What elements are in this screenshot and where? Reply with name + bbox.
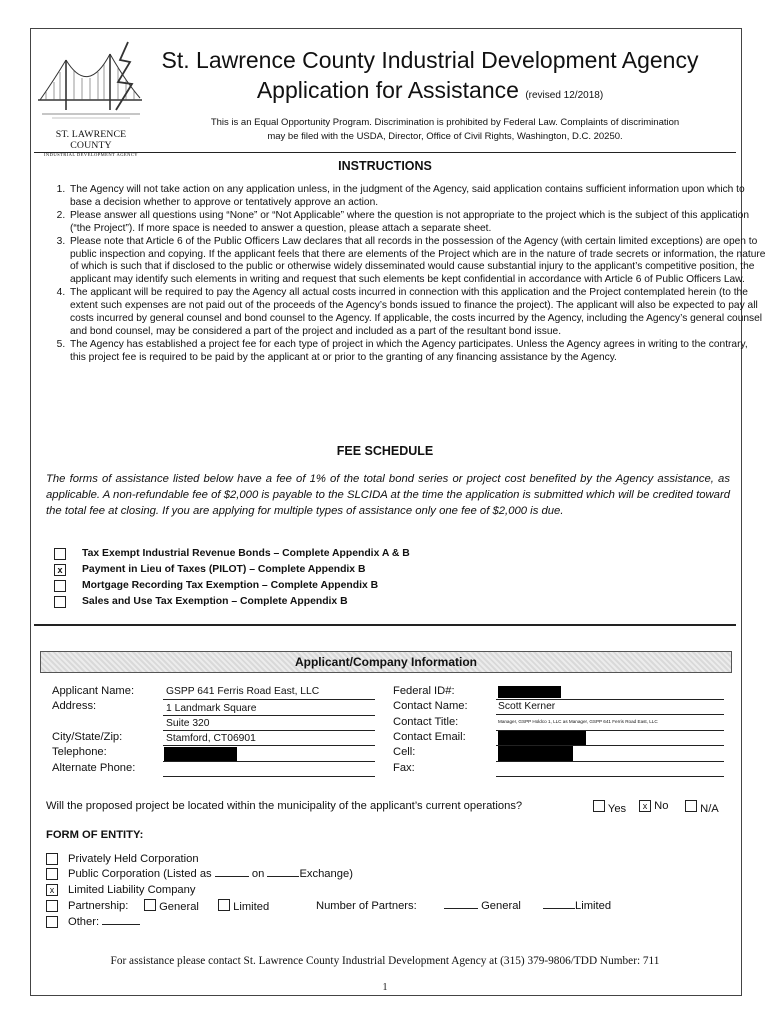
contact-email-redaction <box>498 731 586 746</box>
address-label: Address: <box>52 700 97 712</box>
location-yes-checkbox[interactable] <box>593 800 605 812</box>
city-state-zip-line <box>163 745 375 746</box>
alternate-phone-line <box>163 776 375 777</box>
location-na-label: N/A <box>700 803 719 815</box>
fee-option-label: Tax Exempt Industrial Revenue Bonds – Complete Appendix A & B <box>82 548 410 559</box>
limited-partners-label: Limited <box>575 900 612 912</box>
entity-llc-label: Limited Liability Company <box>68 884 196 896</box>
applicant-section-heading: Applicant/Company Information <box>40 651 732 673</box>
fee-schedule-heading: FEE SCHEDULE <box>336 444 434 458</box>
instruction-item: 5. The Agency has established a project fee for each type of project in which the Agency participates. Unless the Agency agrees in writing to the contrary, this project fee is required to be paid by the applicant at or prior to the granting of any financing assistance by the Agency. <box>68 339 766 365</box>
entity-privately-held-label: Privately Held Corporation <box>68 853 199 865</box>
address-line2-value[interactable]: Suite 320 <box>166 718 210 729</box>
instructions-list <box>30 184 766 365</box>
number-of-partners-label: Number of Partners: <box>316 900 417 912</box>
applicant-name-line <box>163 699 375 700</box>
city-state-zip-value[interactable]: Stamford, CT06901 <box>166 733 256 744</box>
contact-title-value[interactable]: Manager, GSPP Holdco 1, LLC as Manager, GSPP 641 Ferris Road East, LLC <box>498 719 658 724</box>
entity-privately-held-checkbox[interactable] <box>46 853 58 865</box>
location-yes-label: Yes <box>607 803 627 815</box>
fee-option-checkbox[interactable] <box>54 596 66 608</box>
revision-note: (revised 12/2018) <box>525 90 604 101</box>
limited-partners-blank[interactable] <box>543 898 575 909</box>
listed-as-blank[interactable] <box>215 866 249 877</box>
page-subtitle <box>130 76 730 110</box>
general-partners-label: General <box>481 900 521 912</box>
entity-other-label: Other: <box>68 916 100 928</box>
contact-name-value[interactable]: Scott Kerner <box>498 701 556 712</box>
location-na-checkbox[interactable] <box>685 800 697 812</box>
fee-option-checkbox[interactable] <box>54 548 66 560</box>
contact-email-label: Contact Email: <box>393 731 466 743</box>
location-question: Will the proposed project be located within the municipality of the applicant’s current operations? <box>46 800 523 812</box>
fee-option-checkbox[interactable]: x <box>54 564 66 576</box>
applicant-name-value[interactable]: GSPP 641 Ferris Road East, LLC <box>166 686 320 697</box>
application-title: Application for Assistance <box>256 77 519 103</box>
alternate-phone-label: Alternate Phone: <box>52 762 136 774</box>
footer-contact: For assistance please contact St. Lawrence County Industrial Development Agency at (315) 379-9806/TDD Number: 711 <box>110 955 660 967</box>
page-title: St. Lawrence County Industrial Development Agency <box>161 47 699 73</box>
telephone-line <box>163 761 375 762</box>
location-option-no <box>639 800 668 813</box>
instruction-item: 2. Please answer all questions using “None” or “Not Applicable” where the question is not appropriate to the project which is the subject of this application (“the Project”). If more space is needed to answer a question, please attach a separate sheet. <box>68 210 766 236</box>
equal-opportunity-line2: may be filed with the USDA, Director, Office of Civil Rights, Washington, D.C. 20250. <box>267 131 623 142</box>
instruction-item: 1. The Agency will not take action on any application unless, in the judgment of the Agency, said application contains sufficient information upon which to base a decision whether to approve or tentatively approve an action. <box>68 184 766 210</box>
header-divider <box>34 152 736 153</box>
equal-opportunity-line1: This is an Equal Opportunity Program. Discrimination is prohibited by Federal Law. Complaints of discrimination <box>210 117 680 128</box>
instruction-item: 4. The applicant will be required to pay the Agency all actual costs incurred in connection with this application and the Project contemplated herein (to the extent such expenses are not paid out of the proceeds of the Agency’s bonds issued to finance the project). The applicant will also be expected to pay all costs incurred by general counsel and bond counsel to the Agency. If applicable, the costs incurred by the Agency, including the Agency’s general counsel and bond counsel, may be considered a part of the project and included as a part of the resultant bond issue. <box>68 287 766 339</box>
cell-line <box>496 761 724 762</box>
entity-partnership <box>46 898 646 914</box>
general-partners-field <box>444 898 521 914</box>
entity-partnership-label: Partnership: <box>68 900 129 912</box>
fee-divider <box>34 624 736 626</box>
entity-other-checkbox[interactable] <box>46 916 58 928</box>
instruction-item: 3. Please note that Article 6 of the Public Officers Law declares that all records in the possession of the Agency (with certain limited exceptions) are open to public inspection and copying. If the applicant feels that there are elements of the Project which are in the nature of trade secrets or information, the nature of which is such that if disclosed to the public or otherwise widely disseminated would cause substantial injury to the applicant’s competitive position, the applicant may identify such elements in writing and request that such elements be kept confidential in accordance with Article 6 of Public Officers Law. <box>68 236 766 288</box>
location-option-yes <box>593 800 626 816</box>
public-corp-text-a: Public Corporation (Listed as <box>68 868 212 880</box>
cell-redaction <box>498 746 573 762</box>
entity-heading: FORM OF ENTITY: <box>46 829 144 841</box>
location-no-label: No <box>654 800 669 812</box>
fee-option-label: Sales and Use Tax Exemption – Complete Appendix B <box>82 596 348 607</box>
partnership-general-label: General <box>159 901 199 913</box>
city-state-zip-label: City/State/Zip: <box>52 731 123 743</box>
fee-option-label: Mortgage Recording Tax Exemption – Complete Appendix B <box>82 580 379 591</box>
federal-id-label: Federal ID#: <box>393 685 455 697</box>
entity-llc-checkbox[interactable]: x <box>46 884 58 896</box>
fee-option-checkbox[interactable] <box>54 580 66 592</box>
entity-public-corporation-label <box>68 866 353 882</box>
page-number: 1 <box>382 982 388 993</box>
instructions-heading: INSTRUCTIONS <box>338 159 432 173</box>
location-option-na <box>685 800 719 816</box>
telephone-redaction <box>164 747 237 761</box>
fax-label: Fax: <box>393 762 415 774</box>
public-corp-text-b: on <box>251 868 265 880</box>
other-entity-blank[interactable] <box>102 914 140 925</box>
contact-name-line <box>496 714 724 715</box>
general-partners-blank[interactable] <box>444 898 478 909</box>
logo-org-line1: ST. LAWRENCE COUNTY <box>55 129 127 151</box>
fax-line <box>496 776 724 777</box>
address-line2-line <box>163 730 375 731</box>
applicant-name-label: Applicant Name: <box>52 685 135 697</box>
entity-public-corporation-checkbox[interactable] <box>46 868 58 880</box>
address-line1-line <box>163 715 375 716</box>
cell-label: Cell: <box>393 746 416 758</box>
location-no-checkbox[interactable]: x <box>639 800 651 812</box>
telephone-label: Telephone: <box>52 746 107 758</box>
fee-option-label: Payment in Lieu of Taxes (PILOT) – Complete Appendix B <box>82 564 366 575</box>
contact-title-label: Contact Title: <box>393 716 459 728</box>
partnership-limited-option <box>218 898 269 915</box>
limited-partners-field <box>543 898 611 914</box>
federal-id-redaction <box>498 686 561 698</box>
fee-schedule-text: The forms of assistance listed below have a fee of 1% of the total bond series or project cost benefited by the Agency assistance, as applicable. A non-refundable fee of $2,000 is payable to the SLCIDA at the time the application is submitted which will be credited toward the total fee at closing. If you are applying for multiple types of assistance only one fee of $2,000 is due. <box>46 473 730 517</box>
exchange-blank[interactable] <box>267 866 299 877</box>
partnership-general-option <box>144 898 199 915</box>
entity-other-label-wrap <box>68 914 140 930</box>
partnership-general-checkbox[interactable] <box>144 899 156 911</box>
entity-partnership-checkbox[interactable] <box>46 900 58 912</box>
logo-org-line2: INDUSTRIAL DEVELOPMENT AGENCY <box>43 152 139 157</box>
address-line1-value[interactable]: 1 Landmark Square <box>166 703 257 714</box>
partnership-limited-label: Limited <box>233 901 270 913</box>
partnership-limited-checkbox[interactable] <box>218 899 230 911</box>
public-corp-text-c: Exchange) <box>299 868 353 880</box>
contact-name-label: Contact Name: <box>393 700 468 712</box>
